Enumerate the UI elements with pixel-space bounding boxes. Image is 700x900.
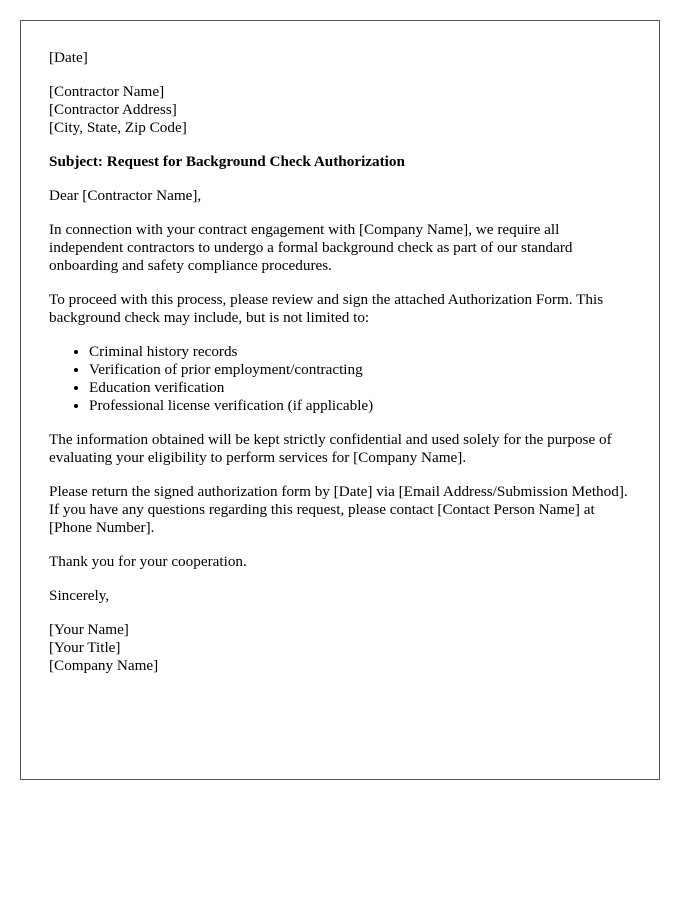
signature-block: [49, 621, 631, 675]
check-items-list: [49, 343, 631, 415]
list-item: • Education verification: [89, 379, 631, 397]
signature-company: [Company Name]: [49, 657, 159, 674]
body-paragraph-3: The information obtained will be kept strictly confidential and used solely for the purpose of evaluating your eligibility to perform services for [Company Name].: [49, 431, 612, 466]
letter-date: [Date]: [49, 49, 88, 66]
body-paragraph-1: In connection with your contract engagement with [Company Name], we require all independent contractors to undergo a formal background check as part of our standard onboarding and safety compliance procedures.: [49, 221, 573, 274]
letter-salutation: Dear [Contractor Name],: [49, 187, 202, 204]
list-item: • Verification of prior employment/contracting: [89, 361, 631, 379]
letter-page: [20, 20, 660, 780]
body-paragraph-2: To proceed with this process, please review and sign the attached Authorization Form. This background check may include, but is not limited to:: [49, 291, 604, 326]
signature-name: [Your Name]: [49, 621, 129, 638]
thanks-line: Thank you for your cooperation.: [49, 553, 247, 570]
recipient-name: [Contractor Name]: [49, 83, 165, 100]
signature-title: [Your Title]: [49, 639, 121, 656]
recipient-block: [49, 83, 631, 137]
recipient-city-state-zip: [City, State, Zip Code]: [49, 119, 187, 136]
letter-subject: Subject: Request for Background Check Authorization: [49, 153, 405, 170]
list-item: • Criminal history records: [89, 343, 631, 361]
body-paragraph-4: Please return the signed authorization form by [Date] via [Email Address/Submission Method]. If you have any questions regarding this request, please contact [Contact Person Name] at [Phone Number].: [49, 483, 628, 536]
letter-closing: Sincerely,: [49, 587, 110, 604]
list-item: • Professional license verification (if applicable): [89, 397, 631, 415]
recipient-address: [Contractor Address]: [49, 101, 177, 118]
